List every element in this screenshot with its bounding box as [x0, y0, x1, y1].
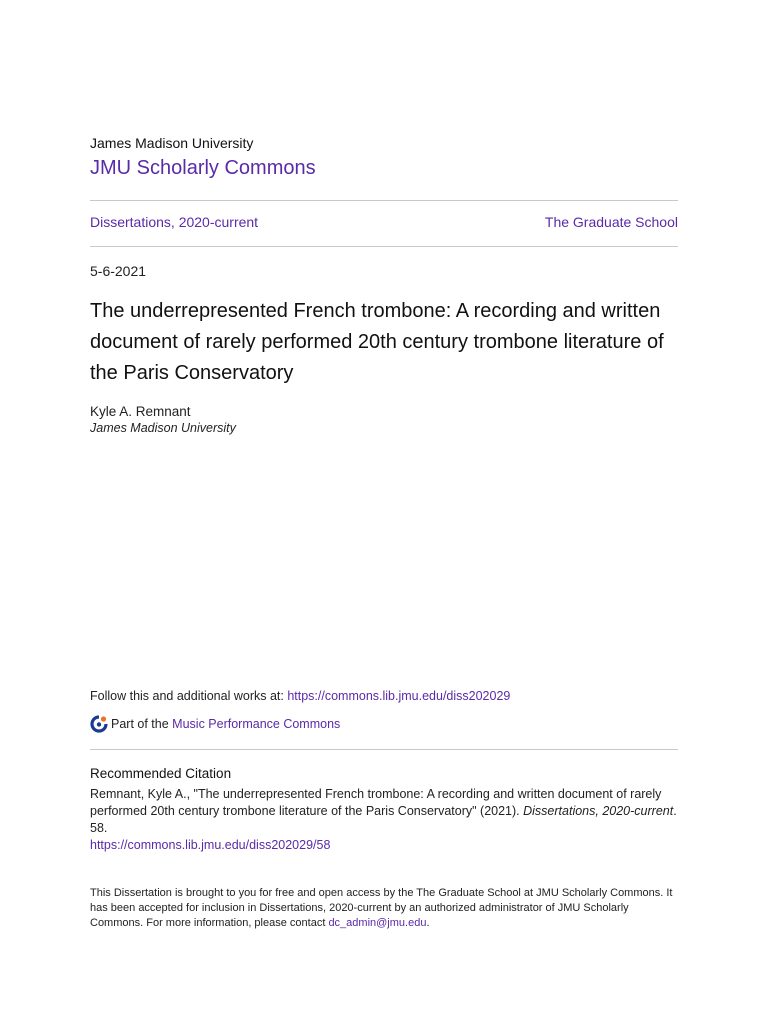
follow-line — [90, 689, 510, 703]
institution-name: James Madison University — [90, 135, 254, 151]
part-of-prefix: Part of the — [111, 717, 169, 731]
document-title: The underrepresented French trombone: A recording and written document of rarely performed 20th century trombone literature of the Paris Conservatory — [90, 300, 664, 384]
citation-number: . 58. — [90, 804, 677, 835]
publication-date: 5-6-2021 — [90, 263, 147, 279]
citation-body: Remnant, Kyle A., "The underrepresented French trombone: A recording and written document of rarely performed 20th century trombone literature of the Paris Conservatory" (2021). — [90, 787, 662, 818]
school-link[interactable]: The Graduate School — [544, 214, 678, 230]
divider-citation — [90, 749, 678, 750]
citation-text — [90, 786, 680, 837]
citation-heading: Recommended Citation — [90, 766, 232, 781]
network-icon — [90, 715, 108, 733]
author-name: Kyle A. Remnant — [90, 404, 191, 419]
divider-nav — [90, 246, 678, 247]
music-performance-commons-link[interactable]: Music Performance Commons — [172, 717, 341, 731]
repository-link[interactable]: JMU Scholarly Commons — [90, 157, 316, 179]
follow-prefix: Follow this and additional works at: — [90, 689, 288, 703]
contact-email-link[interactable]: dc_admin@jmu.edu — [328, 917, 427, 929]
author-affiliation: James Madison University — [90, 421, 236, 435]
footer-text: This Dissertation is brought to you for free and open access by the The Graduate School at JMU Scholarly Commons. It has been accepted for inclusion in Dissertations, 2020-current by an authorized administrator of JMU Scholarly Commons. For more information, please contact — [90, 887, 673, 929]
citation-url-link[interactable]: https://commons.lib.jmu.edu/diss202029/58 — [90, 838, 331, 852]
follow-url-link[interactable]: https://commons.lib.jmu.edu/diss202029 — [287, 689, 511, 703]
footer-end: . — [426, 917, 430, 929]
collection-link[interactable]: Dissertations, 2020-current — [90, 214, 259, 230]
divider-top — [90, 200, 678, 201]
part-of-line — [90, 715, 340, 733]
footer-notice — [90, 886, 680, 931]
citation-series: Dissertations, 2020-current — [523, 804, 674, 818]
